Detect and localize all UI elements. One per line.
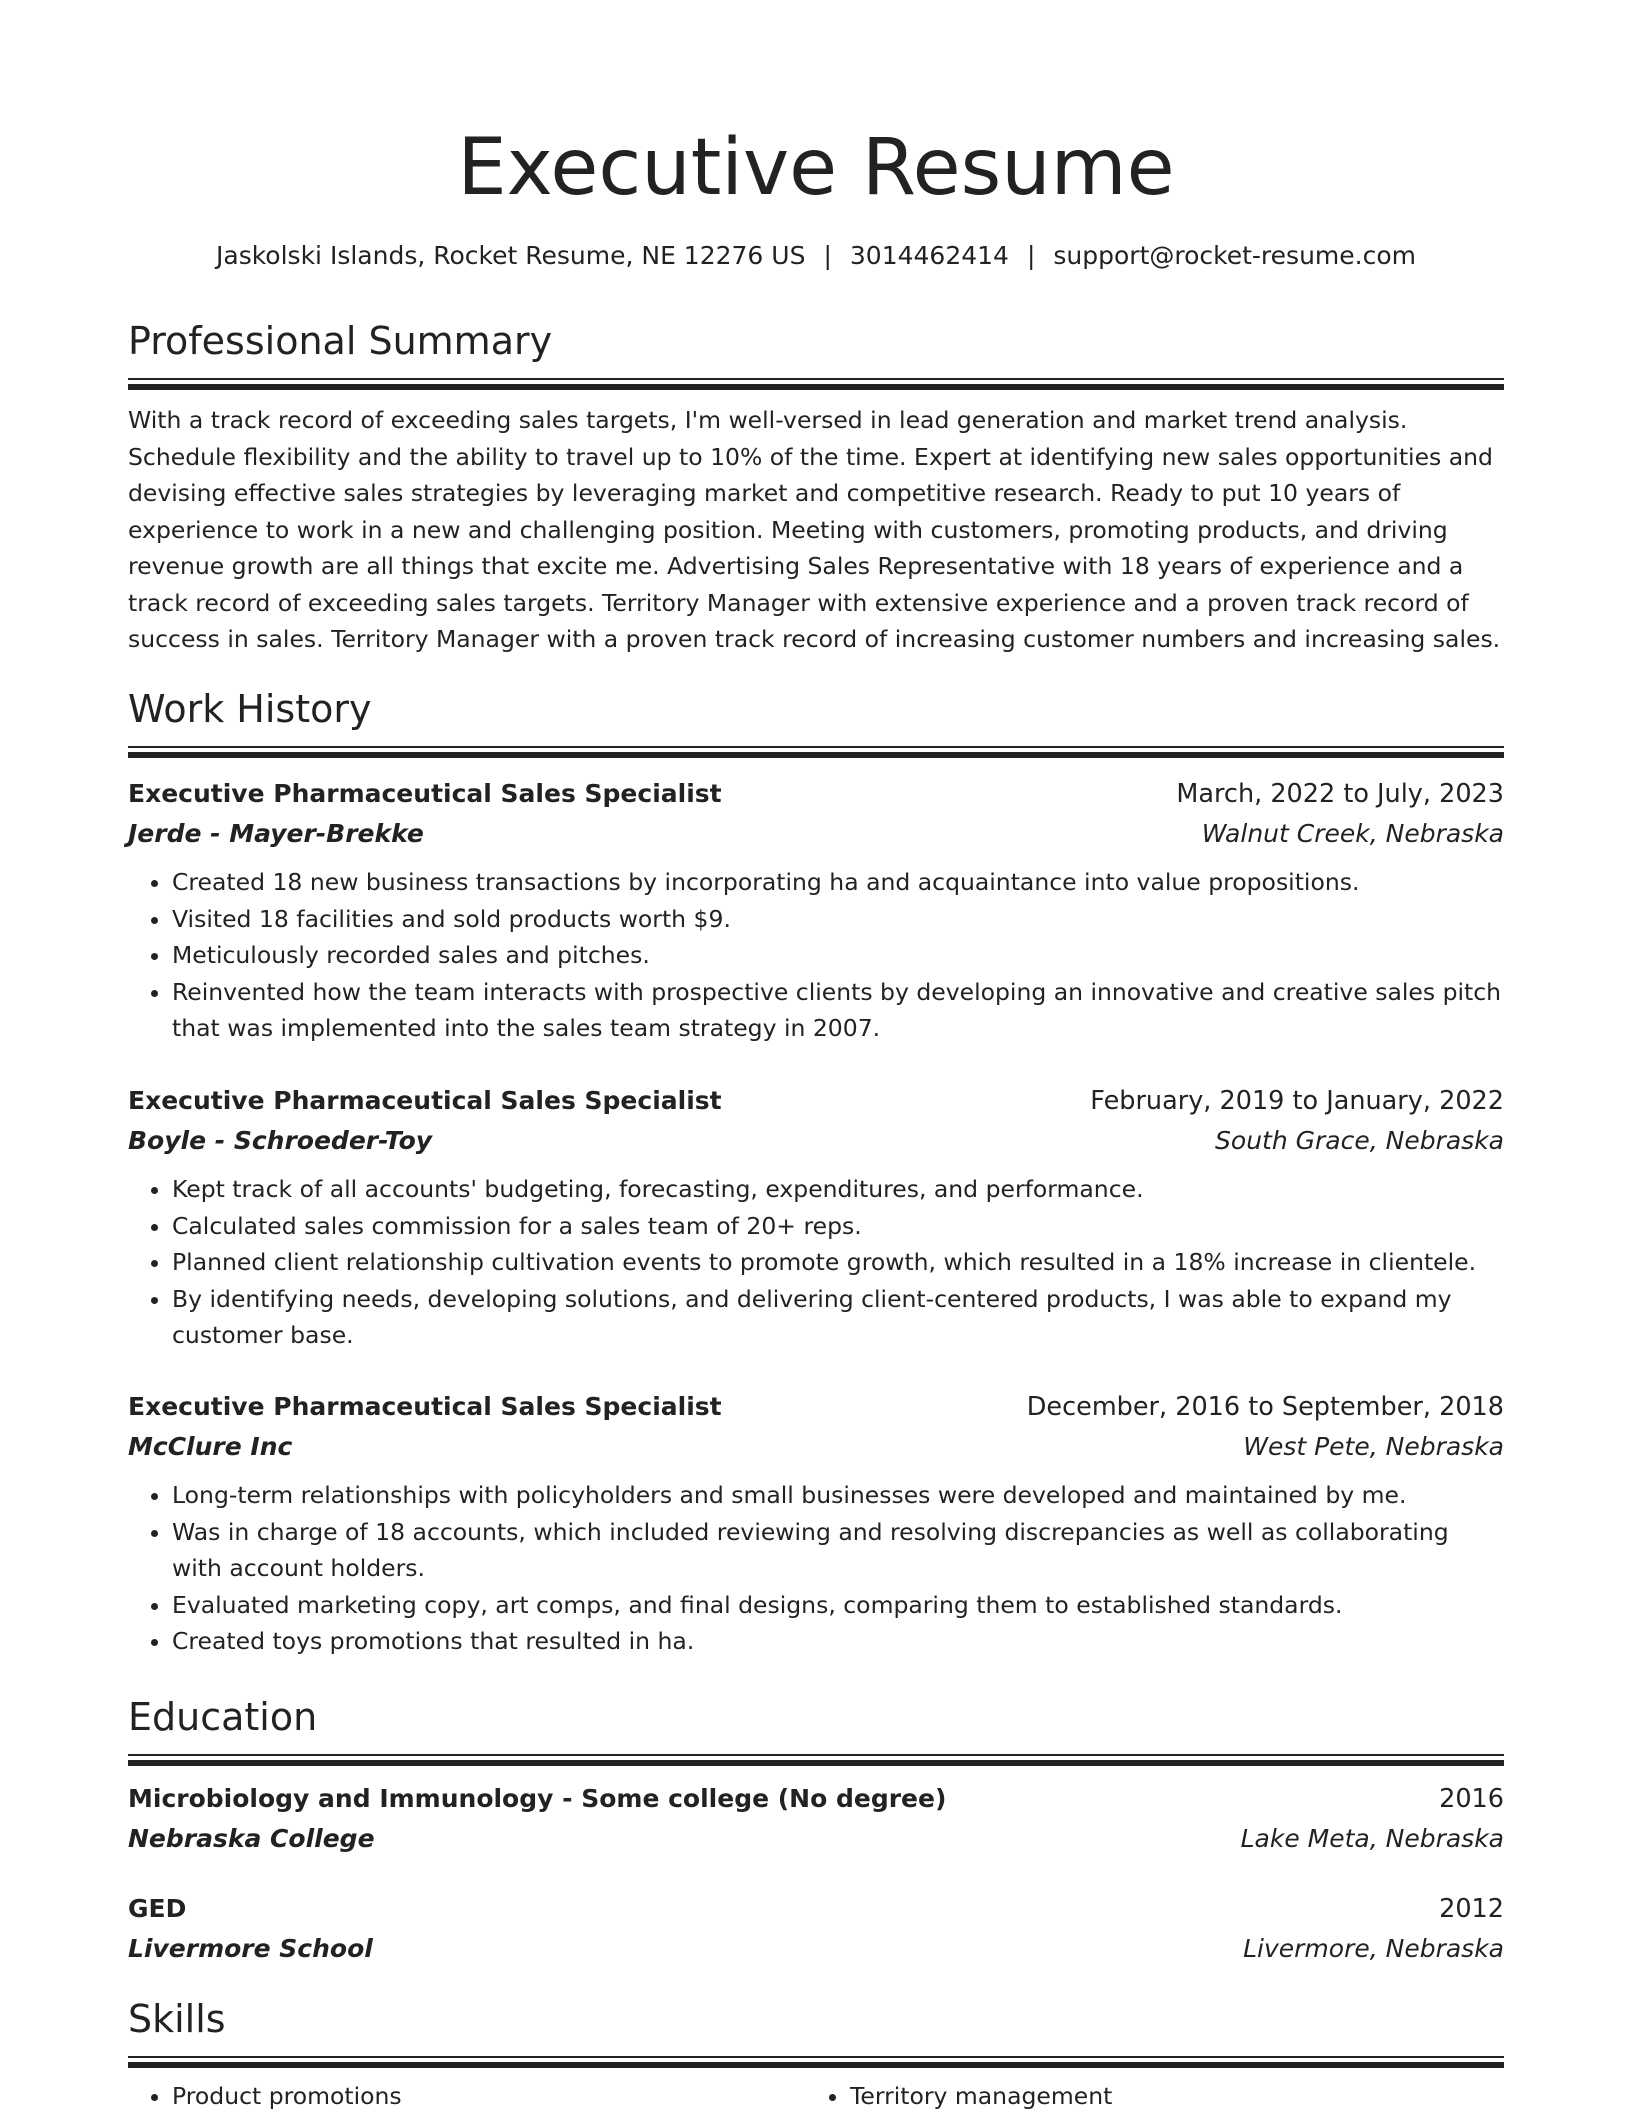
education-entry <box>128 1779 1504 1859</box>
job-dates: December, 2016 to September, 2018 <box>1026 1392 1504 1422</box>
job-bullet: • Created 18 new business transactions by incorporating ha and acquaintance into value propositions. <box>172 864 1504 901</box>
job-bullet: • Reinvented how the team interacts with prospective clients by developing an innovative and creative sales pitch that was implemented into the sales team strategy in 2007. <box>172 974 1504 1047</box>
skills-list-right <box>806 2078 1484 2115</box>
contact-separator: | <box>823 241 832 270</box>
skills-heading: Skills <box>128 1997 226 2041</box>
education-year: 2012 <box>1439 1894 1504 1924</box>
job-bullet: • Calculated sales commission for a sales team of 20+ reps. <box>172 1208 1504 1245</box>
education-heading: Education <box>128 1695 318 1739</box>
summary-section <box>128 316 1504 658</box>
job-bullet: • Kept track of all accounts' budgeting, forecasting, expenditures, and performance. <box>172 1171 1504 1208</box>
job-title: Executive Pharmaceutical Sales Specialist <box>128 779 722 808</box>
skill-item: • Product promotions <box>172 2078 806 2115</box>
job-bullet: • Evaluated marketing copy, art comps, and final designs, comparing them to established standards. <box>172 1587 1504 1624</box>
job-bullet: • By identifying needs, developing solutions, and delivering client-centered products, I was able to expand my customer base. <box>172 1281 1504 1354</box>
contact-separator: | <box>1026 241 1036 270</box>
education-location: Livermore, Nebraska <box>1243 1934 1504 1963</box>
job-dates: February, 2019 to January, 2022 <box>1090 1086 1504 1116</box>
education-location: Lake Meta, Nebraska <box>1240 1824 1504 1853</box>
section-divider <box>128 746 1504 758</box>
skills-columns <box>128 2078 1504 2115</box>
job-entry <box>128 774 1504 1047</box>
work-history-heading: Work History <box>128 687 372 731</box>
job-bullet: • Visited 18 facilities and sold products worth $9. <box>172 901 1504 938</box>
education-year: 2016 <box>1439 1784 1504 1814</box>
work-history-section <box>128 684 1504 758</box>
skill-item: • Territory management <box>850 2078 1484 2115</box>
contact-line <box>128 236 1504 276</box>
contact-email: support@rocket-resume.com <box>1053 241 1416 270</box>
section-divider <box>128 378 1504 390</box>
job-location: Walnut Creek, Nebraska <box>1201 819 1504 848</box>
summary-text: With a track record of exceeding sales targets, I'm well-versed in lead generation and market trend analysis. Schedule flexibility and the ability to travel up to 10% of the time. Expert at identifying new sales opportunities and devising effective sales strategies by leveraging market and competitive research. Ready to put 10 years of experience to work in a new and challenging position. Meeting with customers, promoting products, and driving revenue growth are all things that excite me. Advertising Sales Representative with 18 years of experience and a track record of exceeding sales targets. Territory Manager with extensive experience and a proven track record of success in sales. Territory Manager with a proven track record of increasing customer numbers and increasing sales. <box>128 406 1501 653</box>
education-degree: Microbiology and Immunology - Some college (No degree) <box>128 1784 947 1813</box>
skills-list-left <box>128 2078 806 2115</box>
job-location: South Grace, Nebraska <box>1215 1126 1504 1155</box>
job-title: Executive Pharmaceutical Sales Specialist <box>128 1392 722 1421</box>
job-location: West Pete, Nebraska <box>1243 1432 1504 1461</box>
job-company: McClure Inc <box>128 1432 293 1461</box>
job-bullet: • Long-term relationships with policyholders and small businesses were developed and maintained by me. <box>172 1477 1504 1514</box>
education-school: Nebraska College <box>128 1824 375 1853</box>
job-entry <box>128 1081 1504 1354</box>
job-bullets <box>128 864 1504 1047</box>
resume-name: Executive Resume <box>457 123 1175 213</box>
contact-phone: 3014462414 <box>849 241 1009 270</box>
job-bullets <box>128 1477 1504 1660</box>
job-bullets <box>128 1171 1504 1354</box>
contact-address: Jaskolski Islands, Rocket Resume, NE 12276 US <box>216 241 806 270</box>
job-bullet: • Planned client relationship cultivation events to promote growth, which resulted in a 18% increase in clientele. <box>172 1244 1504 1281</box>
education-entry <box>128 1889 1504 1969</box>
job-bullet: • Was in charge of 18 accounts, which included reviewing and resolving discrepancies as well as collaborating with account holders. <box>172 1514 1504 1587</box>
section-divider <box>128 2056 1504 2068</box>
job-bullet: • Created toys promotions that resulted in ha. <box>172 1623 1504 1660</box>
education-school: Livermore School <box>128 1934 373 1963</box>
job-company: Jerde - Mayer-Brekke <box>128 819 424 848</box>
job-company: Boyle - Schroeder-Toy <box>128 1126 433 1155</box>
summary-heading: Professional Summary <box>128 319 553 363</box>
job-title: Executive Pharmaceutical Sales Specialist <box>128 1086 722 1115</box>
education-section <box>128 1692 1504 1766</box>
job-dates: March, 2022 to July, 2023 <box>1176 779 1504 809</box>
skills-section <box>128 1994 1504 2115</box>
section-divider <box>128 1754 1504 1766</box>
education-degree: GED <box>128 1894 187 1923</box>
job-bullet: • Meticulously recorded sales and pitches. <box>172 937 1504 974</box>
job-entry <box>128 1387 1504 1660</box>
